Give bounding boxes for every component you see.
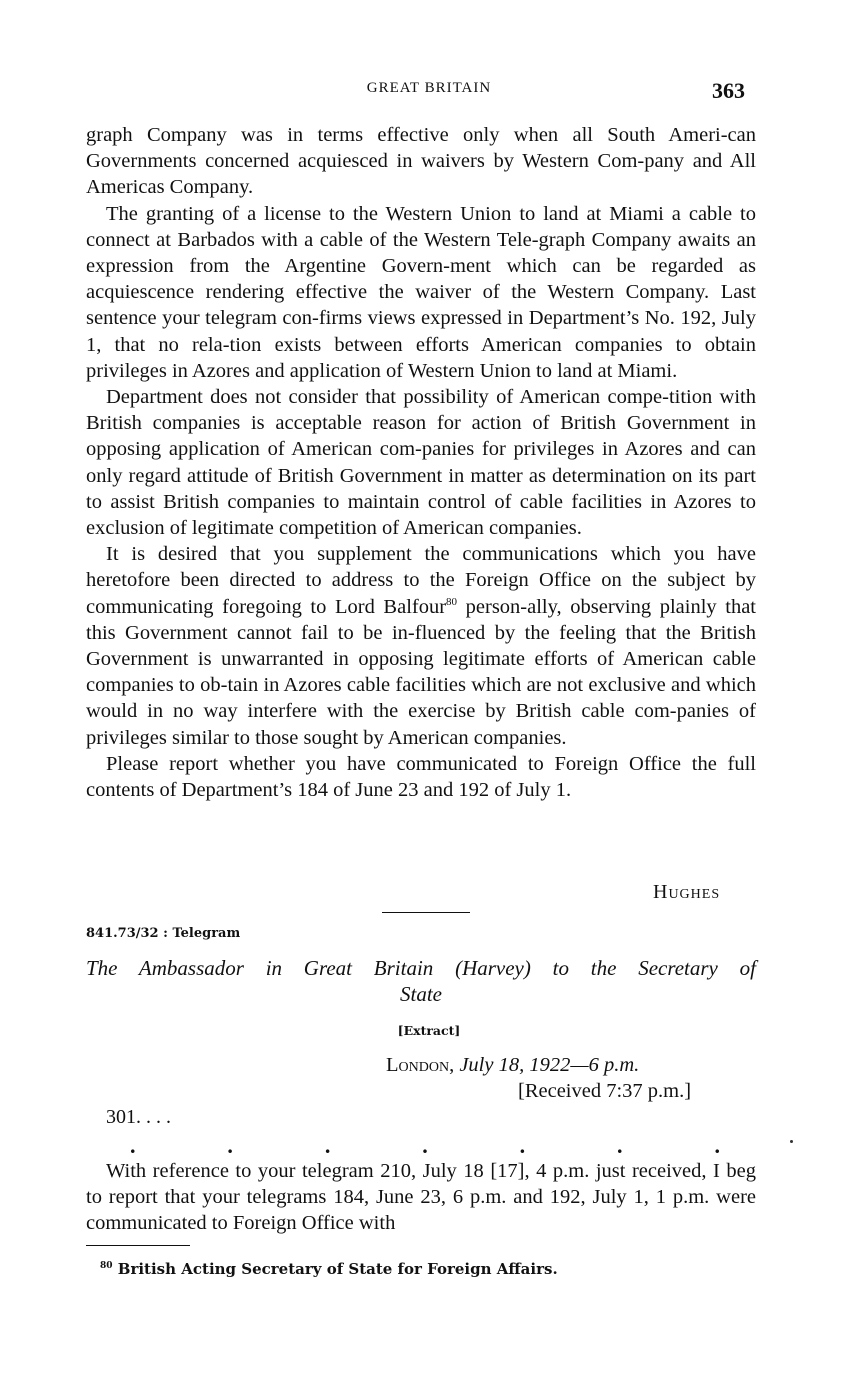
telegram-number: 301. . . . [106,1106,171,1128]
omission-dot: . [130,1133,136,1158]
telegram-paragraph: With reference to your telegram 210, July 18 [17], 4 p.m. just received, I beg to report that your telegrams 184, June 23, 6 p.m. and 192, July 1, 1 p.m. were communicated to Foreign Office with [86,1160,756,1235]
footnote-number: 80 [100,1261,113,1271]
omission-dot: . [422,1133,428,1158]
omission-dot: . [519,1133,526,1158]
signature: Hughes [653,881,721,903]
section-separator [382,912,470,913]
paragraph-2: The granting of a license to the Western Union to land at Miami a cable to connect at Barbados with a cable of the Western Tele-graph Company awaits an expression from the Argentine Govern-ment which can be regarded as acquiescence rendering effective the waiver of the Western Company. Last sentence your telegram con-firms views expressed in Department’s No. 192, July 1, that no rela-tion exists between efforts American companies to obtain privileges in Azores and application of Western Union to land at Miami. [86,202,756,382]
paragraph-1: graph Company was in terms effective only when all South Ameri-can Governments concerned acquiesced in waivers by Western Com-pany and All Americas Company. [86,124,756,199]
omission-dot: . [714,1133,720,1158]
dateline-place: London, [386,1054,455,1076]
running-header: GREAT BRITAIN [366,80,492,96]
instruction-text [86,122,756,803]
footnote-text: British Acting Secretary of State for Foreign Affairs. [117,1260,558,1278]
dateline-date: July 18, 1922—6 p.m. [459,1054,640,1076]
paragraph-3: Department does not consider that possibility of American compe-tition with British companies is acceptable reason for action of British Government in opposing application of American com-panies for privileges in Azores and can only regard attitude of British Government in matter as determination on its part to assist British companies to maintain control of cable facilities in Azores to exclusion of legitimate competition of American companies. [86,386,756,540]
telegram-body [86,1158,756,1237]
heading-line-1: The Ambassador in Great Britain (Harvey) to the Secretary of [86,956,756,980]
footnote-separator [86,1245,190,1246]
omission-dot: . [227,1133,233,1158]
omission-dot: . [324,1133,331,1158]
dateline [386,1054,639,1077]
file-reference: 841.73/32 : Telegram [86,926,241,941]
stray-mark [790,1140,793,1143]
document-heading [86,955,756,1007]
footnote [100,1260,558,1278]
received-time: [Received 7:37 p.m.] [518,1080,692,1102]
page-number: 363 [712,78,745,103]
paragraph-4 [86,541,756,751]
omission-dot: . [617,1133,623,1158]
paragraph-4-end: person-ally, observing plainly that this Government cannot fail to be in-fluenced by the feeling that the British Government is unwarranted in opposing legitimate efforts of American cable companies to ob-tain in Azores cable facilities which are not exclusive and which would in no way interfere with the exercise by British cable com-panies of privileges similar to those sought by American companies. [86,595,756,749]
footnote-reference: 80 [446,595,458,608]
heading-line-2: State [400,982,442,1006]
extract-note: [Extract] [397,1023,461,1038]
omission-dots [130,1133,720,1159]
paragraph-4-start: It is desired that you supplement the communications which you have heretofore been directed to address to the Foreign Office on the subject by communicating foregoing to Lord Balfour [86,543,756,618]
paragraph-5: Please report whether you have communicated to Foreign Office the full contents of Department’s 184 of June 23 and 192 of July 1. [86,752,756,802]
